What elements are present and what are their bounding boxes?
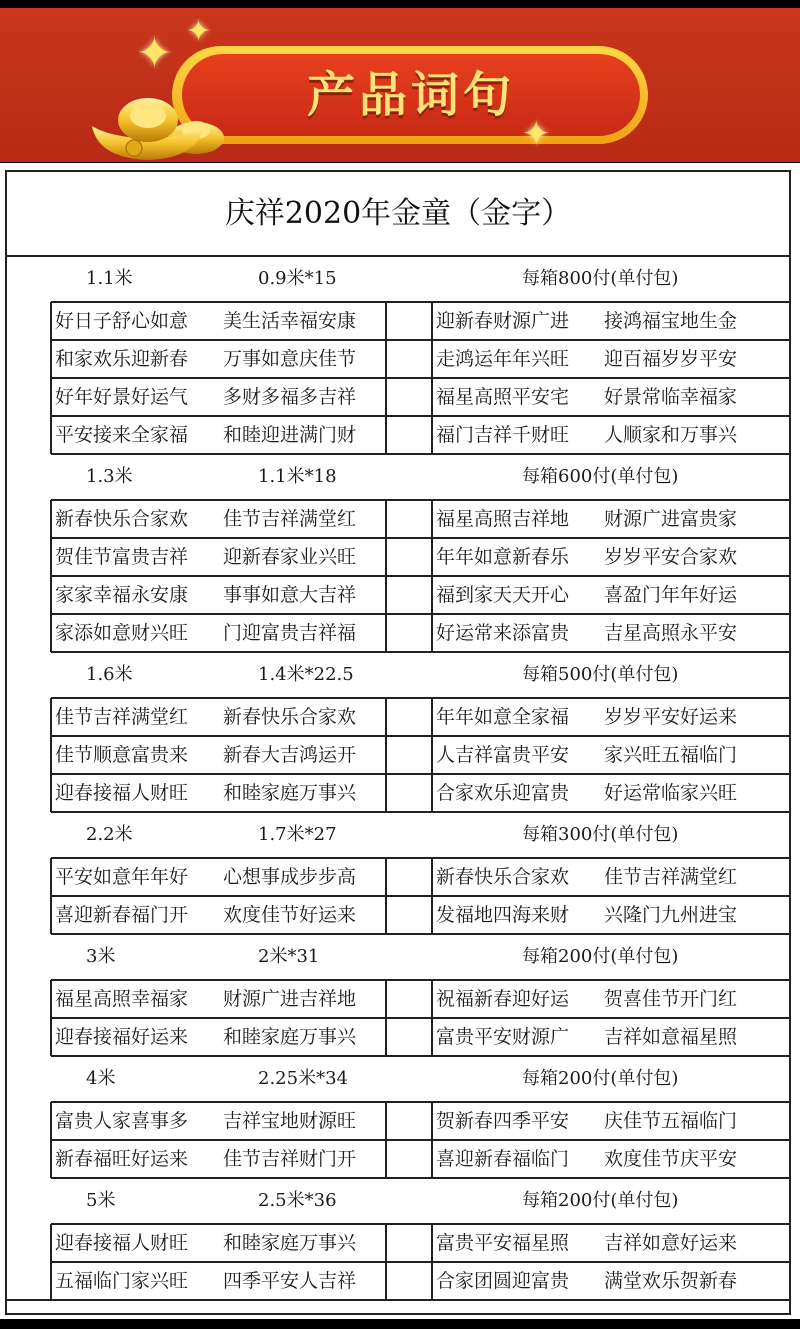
phrase-cell: 吉祥宝地财源旺: [223, 1110, 357, 1132]
phrase-cell: 喜盈门年年好运: [604, 584, 738, 606]
column-line: [385, 500, 387, 652]
phrase-cell: 富贵平安福星照: [436, 1232, 570, 1254]
phrase-cell: 好日子舒心如意: [55, 310, 189, 332]
phrase-cell: 喜迎新春福临门: [436, 1148, 570, 1170]
rule-line: [51, 339, 791, 341]
phrase-cell: 福星高照幸福家: [55, 988, 189, 1010]
phrase-cell: 接鸿福宝地生金: [604, 310, 738, 332]
section-spec: 1.4米*22.5: [258, 664, 354, 685]
column-line: [50, 698, 52, 812]
section-size: 2.2米: [86, 824, 133, 845]
rule-line: [51, 933, 791, 935]
rule-line: [51, 811, 791, 813]
phrase-cell: 庆佳节五福临门: [604, 1110, 738, 1132]
section-size: 1.6米: [86, 664, 133, 685]
phrase-cell: 平安如意年年好: [55, 866, 189, 888]
phrase-cell: 贺喜佳节开门红: [604, 988, 738, 1010]
rule-line: [51, 377, 791, 379]
phrase-cell: 多财多福多吉祥: [223, 386, 357, 408]
phrase-cell: 富贵人家喜事多: [55, 1110, 189, 1132]
phrase-cell: 万事如意庆佳节: [223, 348, 357, 370]
phrase-cell: 事事如意大吉祥: [223, 584, 357, 606]
column-line: [50, 858, 52, 934]
phrase-cell: 年年如意全家福: [436, 706, 570, 728]
column-line: [385, 302, 387, 454]
column-line: [50, 980, 52, 1056]
rule-line: [51, 415, 791, 417]
phrase-cell: 满堂欢乐贺新春: [604, 1270, 738, 1292]
rule-line: [51, 651, 791, 653]
phrase-cell: 吉祥如意好运来: [604, 1232, 738, 1254]
column-line: [431, 980, 433, 1056]
phrase-cell: 好年好景好运气: [55, 386, 189, 408]
phrase-cell: 贺佳节富贵吉祥: [55, 546, 189, 568]
rule-line: [51, 979, 791, 981]
gold-ingot-icon: [88, 86, 228, 162]
phrase-cell: 岁岁平安合家欢: [604, 546, 738, 568]
phrase-cell: 家家幸福永安康: [55, 584, 189, 606]
phrase-cell: 和家欢乐迎新春: [55, 348, 189, 370]
banner-title: 产品词句: [306, 67, 515, 123]
phrase-cell: 喜迎新春福门开: [55, 904, 189, 926]
phrase-cell: 佳节吉祥满堂红: [604, 866, 738, 888]
phrase-cell: 和睦家庭万事兴: [223, 1232, 357, 1254]
phrase-cell: 财源广进吉祥地: [223, 988, 357, 1010]
column-line: [431, 858, 433, 934]
phrase-cell: 吉祥如意福星照: [604, 1026, 738, 1048]
section-size: 4米: [86, 1068, 116, 1089]
section-box-count: 每箱500付(单付包): [522, 664, 679, 685]
section-box-count: 每箱300付(单付包): [522, 824, 679, 845]
column-line: [431, 1102, 433, 1178]
phrase-cell: 好运常临家兴旺: [604, 782, 738, 804]
sparkle-star-icon: ✦: [186, 14, 212, 49]
rule-line: [51, 613, 791, 615]
rule-line: [51, 697, 791, 699]
rule-line: [51, 735, 791, 737]
rule-line: [51, 1055, 791, 1057]
phrase-cell: 和睦家庭万事兴: [223, 1026, 357, 1048]
phrase-cell: 好运常来添富贵: [436, 622, 570, 644]
phrase-cell: 四季平安人吉祥: [223, 1270, 357, 1292]
phrase-cell: 贺新春四季平安: [436, 1110, 570, 1132]
rule-line: [51, 453, 791, 455]
phrase-cell: 年年如意新春乐: [436, 546, 570, 568]
column-line: [50, 1102, 52, 1178]
phrase-cell: 家添如意财兴旺: [55, 622, 189, 644]
section-box-count: 每箱800付(单付包): [522, 268, 679, 289]
rule-line: [51, 895, 791, 897]
column-line: [431, 500, 433, 652]
column-line: [431, 302, 433, 454]
phrase-cell: 迎新春家业兴旺: [223, 546, 357, 568]
sparkle-star-icon: ✦: [136, 28, 173, 79]
phrase-cell: 岁岁平安好运来: [604, 706, 738, 728]
rule-line: [51, 575, 791, 577]
column-line: [385, 980, 387, 1056]
phrase-cell: 好景常临幸福家: [604, 386, 738, 408]
rule-line: [51, 1139, 791, 1141]
phrase-cell: 合家欢乐迎富贵: [436, 782, 570, 804]
phrase-cell: 迎春接福人财旺: [55, 782, 189, 804]
phrase-cell: 迎新春财源广进: [436, 310, 570, 332]
phrase-cell: 合家团圆迎富贵: [436, 1270, 570, 1292]
bottom-edge: [0, 1319, 800, 1329]
phrase-cell: 福星高照吉祥地: [436, 508, 570, 530]
section-spec: 2米*31: [258, 946, 320, 967]
rule-line: [5, 1299, 791, 1301]
section-spec: 1.7米*27: [258, 824, 337, 845]
phrase-cell: 心想事成步步高: [223, 866, 357, 888]
phrase-cell: 迎百福岁岁平安: [604, 348, 738, 370]
rule-line: [51, 1017, 791, 1019]
phrase-cell: 吉星高照永平安: [604, 622, 738, 644]
phrase-cell: 新春快乐合家欢: [436, 866, 570, 888]
column-line: [385, 698, 387, 812]
column-line: [50, 302, 52, 454]
phrase-cell: 新春快乐合家欢: [223, 706, 357, 728]
rule-line: [51, 773, 791, 775]
column-line: [385, 1224, 387, 1300]
phrase-cell: 富贵平安财源广: [436, 1026, 570, 1048]
phrase-cell: 和睦家庭万事兴: [223, 782, 357, 804]
section-box-count: 每箱200付(单付包): [522, 946, 679, 967]
phrase-cell: 家兴旺五福临门: [604, 744, 738, 766]
column-line: [50, 1224, 52, 1300]
section-box-count: 每箱200付(单付包): [522, 1190, 679, 1211]
rule-line: [51, 1223, 791, 1225]
phrase-cell: 佳节吉祥满堂红: [55, 706, 189, 728]
phrase-cell: 兴隆门九州进宝: [604, 904, 738, 926]
phrase-cell: 欢度佳节庆平安: [604, 1148, 738, 1170]
rule-line: [51, 1261, 791, 1263]
section-box-count: 每箱200付(单付包): [522, 1068, 679, 1089]
phrase-cell: 福到家天天开心: [436, 584, 570, 606]
phrase-cell: 发福地四海来财: [436, 904, 570, 926]
phrase-cell: 平安接来全家福: [55, 424, 189, 446]
section-size: 5米: [86, 1190, 116, 1211]
phrase-cell: 五福临门家兴旺: [55, 1270, 189, 1292]
phrase-cell: 福门吉祥千财旺: [436, 424, 570, 446]
column-line: [50, 500, 52, 652]
phrase-cell: 佳节顺意富贵来: [55, 744, 189, 766]
section-spec: 0.9米*15: [258, 268, 337, 289]
phrase-cell: 佳节吉祥满堂红: [223, 508, 357, 530]
phrase-cell: 人吉祥富贵平安: [436, 744, 570, 766]
phrase-cell: 财源广进富贵家: [604, 508, 738, 530]
phrase-cell: 人顺家和万事兴: [604, 424, 738, 446]
phrase-cell: 福星高照平安宅: [436, 386, 570, 408]
rule-line: [51, 499, 791, 501]
phrase-cell: 美生活幸福安康: [223, 310, 357, 332]
phrase-cell: 门迎富贵吉祥福: [223, 622, 357, 644]
rule-line: [5, 255, 791, 257]
phrase-cell: 新春快乐合家欢: [55, 508, 189, 530]
rule-line: [51, 857, 791, 859]
phrase-cell: 走鸿运年年兴旺: [436, 348, 570, 370]
column-line: [385, 858, 387, 934]
rule-line: [51, 301, 791, 303]
phrase-cell: 和睦迎进满门财: [223, 424, 357, 446]
phrase-cell: 祝福新春迎好运: [436, 988, 570, 1010]
section-size: 1.1米: [86, 268, 133, 289]
section-size: 3米: [86, 946, 116, 967]
phrase-cell: 佳节吉祥财门开: [223, 1148, 357, 1170]
rule-line: [51, 1177, 791, 1179]
column-line: [431, 1224, 433, 1300]
phrase-cell: 迎春接福人财旺: [55, 1232, 189, 1254]
section-size: 1.3米: [86, 466, 133, 487]
header-banner: [0, 8, 800, 162]
document-title: 庆祥2020年金童（金字）: [224, 196, 572, 231]
section-spec: 2.25米*34: [258, 1068, 348, 1089]
phrase-cell: 欢度佳节好运来: [223, 904, 357, 926]
phrase-cell: 迎春接福好运来: [55, 1026, 189, 1048]
section-spec: 2.5米*36: [258, 1190, 337, 1211]
phrase-cell: 新春大吉鸿运开: [223, 744, 357, 766]
section-box-count: 每箱600付(单付包): [522, 466, 679, 487]
phrase-cell: 新春福旺好运来: [55, 1148, 189, 1170]
sparkle-star-icon: ✦: [522, 114, 551, 154]
column-line: [385, 1102, 387, 1178]
rule-line: [51, 1101, 791, 1103]
section-spec: 1.1米*18: [258, 466, 337, 487]
rule-line: [51, 537, 791, 539]
column-line: [431, 698, 433, 812]
